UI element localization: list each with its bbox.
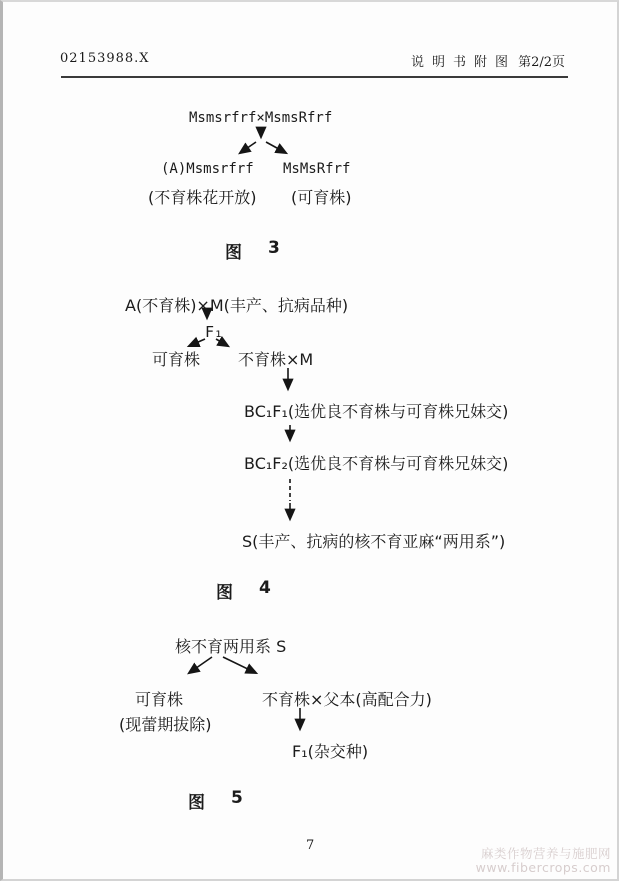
doc-type-label: 说明书附图 xyxy=(411,55,517,70)
watermark-url: www.fibercrops.com xyxy=(475,860,611,875)
fig3-caption xyxy=(225,238,280,263)
arrow-down-right-icon xyxy=(266,142,286,153)
fig3-left-note: (不育株花开放) xyxy=(148,188,257,207)
watermark-site-name: 麻类作物营养与施肥网 xyxy=(480,846,611,861)
fig3-right-note: (可育株) xyxy=(291,188,352,207)
fig4-caption-label: 图 xyxy=(216,583,233,603)
fig4-f1-label: F₁ xyxy=(205,323,224,341)
fig4-caption-number: 4 xyxy=(259,578,271,598)
arrow-down-right-icon xyxy=(223,657,256,673)
watermark xyxy=(476,847,611,875)
fig5-caption-label: 图 xyxy=(188,793,205,813)
header-rule xyxy=(61,76,568,78)
caption-gap xyxy=(205,788,231,813)
arrow-down-left-icon xyxy=(240,142,256,153)
fig4-backcross1: BC₁F₁(选优良不育株与可育株兄妹交) xyxy=(244,402,509,421)
fig5-caption xyxy=(188,788,243,813)
fig4-result: S(丰产、抗病的核不育亚麻“两用系”) xyxy=(242,532,506,551)
patent-number: 02153988.X xyxy=(60,51,150,66)
fig5-source-line: 核不育两用系 S xyxy=(175,637,287,656)
page-number: 7 xyxy=(306,838,315,853)
fig4-backcross2: BC₁F₂(选优良不育株与可育株兄妹交) xyxy=(244,454,509,473)
fig5-result: F₁(杂交种) xyxy=(292,742,369,761)
fig3-left-genotype: (A)Msmsrfrf xyxy=(161,161,254,177)
fig4-fertile-plant: 可育株 xyxy=(152,350,201,369)
fig5-caption-number: 5 xyxy=(231,788,243,808)
fig4-sterile-cross: 不育株×M xyxy=(238,350,314,369)
fig3-parent-cross: Msmsrfrf×MsmsRfrf xyxy=(189,110,333,126)
arrow-down-left-icon xyxy=(189,657,212,673)
fig5-fertile-plant: 可育株 xyxy=(135,690,184,709)
arrow-down-left-icon xyxy=(189,339,205,346)
fig3-caption-number: 3 xyxy=(268,238,280,258)
fig3-right-genotype: MsMsRfrf xyxy=(283,161,351,177)
fig5-fertile-note: (现蕾期拔除) xyxy=(119,715,212,734)
fig5-sterile-cross: 不育株×父本(高配合力) xyxy=(262,690,432,709)
fig3-caption-label: 图 xyxy=(225,243,242,263)
page-indicator: 第2/2页 xyxy=(518,55,565,70)
header-right xyxy=(411,51,565,70)
caption-gap xyxy=(242,238,268,263)
fig4-cross: A(不育株)×M(丰产、抗病品种) xyxy=(125,296,349,315)
caption-gap xyxy=(233,578,259,603)
fig4-caption xyxy=(216,578,271,603)
